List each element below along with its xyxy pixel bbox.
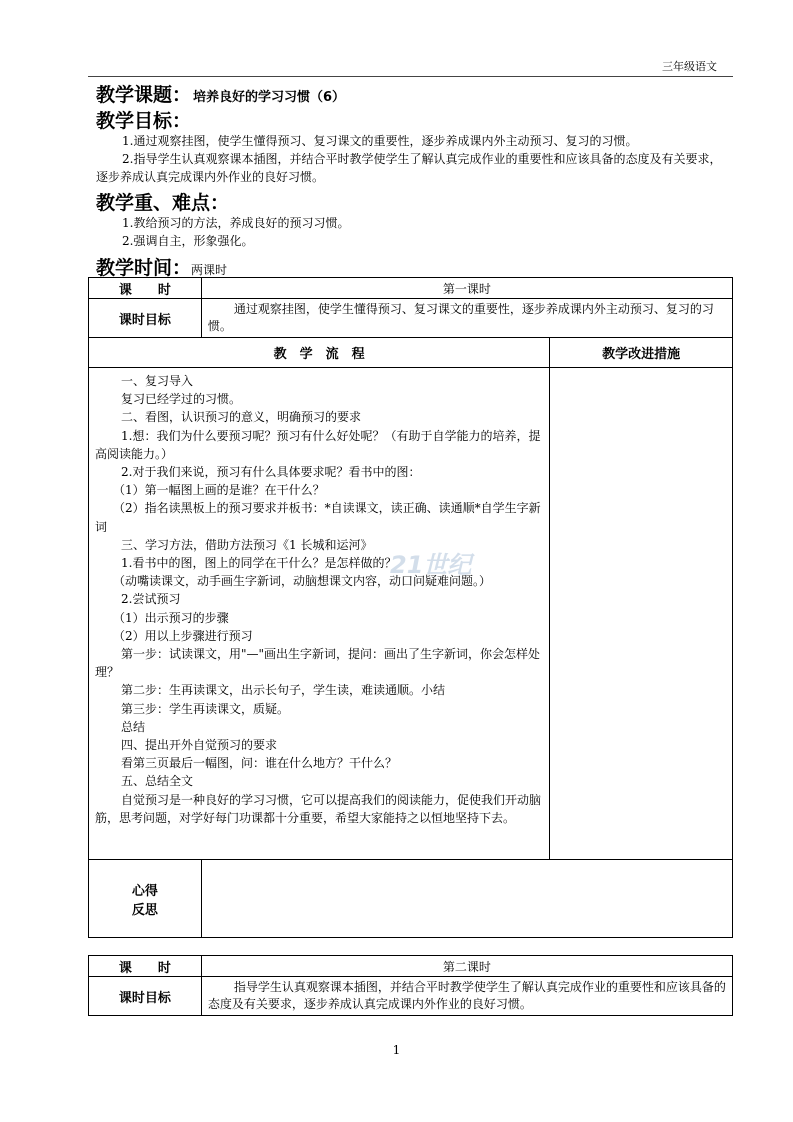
lesson-table-1 <box>88 277 733 938</box>
lesson-table-2 <box>88 955 733 1016</box>
lesson-goal-value-2: 指导学生认真观察课本插图，并结合平时教学使学生了解认真完成作业的重要性和应该具备的态度及有关要求，逐步养成认真完成课内外作业的良好习惯。 <box>201 977 732 1016</box>
period-value: 第一课时 <box>201 278 732 299</box>
flow-line: （1）出示预习的步骤 <box>113 610 229 625</box>
goal-1: 1.通过观察挂图，使学生懂得预习、复习课文的重要性，逐步养成课内外主动预习、复习的习惯。 <box>122 134 638 148</box>
key-point-2: 2.强调自主，形象强化。 <box>122 234 254 248</box>
lesson-title-label: 教学课题： <box>96 84 192 106</box>
key-points-heading: 教学重、难点： <box>96 192 230 214</box>
time-label: 教学时间： <box>96 257 192 279</box>
flow-line: 三、学习方法，借助方法预习《1 长城和运河》 <box>121 537 373 552</box>
header-rule <box>88 76 733 77</box>
period-label-2: 课 时 <box>89 956 202 977</box>
flow-line: 2.尝试预习 <box>121 592 181 607</box>
lesson-goal-label: 课时目标 <box>89 299 202 338</box>
watermark-logo: 21世纪 <box>390 551 472 579</box>
flow-header: 教 学 流 程 <box>89 338 550 368</box>
key-point-1: 1.教给预习的方法，养成良好的预习习惯。 <box>122 216 350 230</box>
reflection-label <box>89 860 202 938</box>
lesson-goal-label-2: 课时目标 <box>89 977 202 1016</box>
flow-line: 第二步：生再读课文，出示长句子，学生读，难读通顺。小结 <box>121 683 446 698</box>
flow-line: 五、总结全文 <box>121 774 194 789</box>
reflection-label-line-1: 心得 <box>131 883 158 899</box>
period-label: 课 时 <box>89 278 202 299</box>
flow-line: （1）第一幅图上画的是谁？在干什么？ <box>113 483 325 498</box>
reflection-label-line-2: 反思 <box>131 902 158 918</box>
header-grade-subject: 三年级语文 <box>662 60 717 73</box>
goals-heading: 教学目标： <box>96 110 192 132</box>
flow-line: （动嘴读课文，动手画生字新词，动脑想课文内容，动口问疑难问题。） <box>113 574 492 589</box>
lesson-title: 培养良好的学习习惯（6） <box>193 90 346 105</box>
flow-line: 2.对于我们来说，预习有什么具体要求呢？看书中的图： <box>121 465 421 480</box>
flow-line: 自觉预习是一种良好的学习习惯，它可以提高我们的阅读能力，促使我们开动脑筋，思考问题，对学好每门功课都十分重要，希望大家能持之以恒地坚持下去。 <box>95 792 542 825</box>
flow-line: 总结 <box>121 719 146 734</box>
improvement-header: 教学改进措施 <box>550 338 733 368</box>
period-value-2: 第二课时 <box>201 956 732 977</box>
time-value: 两课时 <box>191 263 228 277</box>
goal-2: 2.指导学生认真观察课本插图，并结合平时教学使学生了解认真完成作业的重要性和应该具备的态度及有关要求，逐步养成认真完成课内外作业的良好习惯。 <box>96 152 722 184</box>
page-number: 1 <box>392 1043 401 1057</box>
flow-line: 第三步：学生再读课文，质疑。 <box>121 701 290 716</box>
flow-line: 第一步：试读课文，用"—"画出生字新词，提问：画出了生字新词，你会怎样处理？ <box>95 647 541 680</box>
lesson-goal-value: 通过观察挂图，使学生懂得预习、复习课文的重要性，逐步养成课内外主动预习、复习的习惯。 <box>201 299 732 338</box>
flow-line: 看第三页最后一幅图，问：谁在什么地方？干什么？ <box>121 756 398 771</box>
flow-line: 1.看书中的图，图上的同学在干什么？是怎样做的？ <box>121 556 397 571</box>
flow-content <box>89 368 550 860</box>
improvement-content <box>550 368 733 860</box>
time-row <box>96 253 227 280</box>
flow-line: （2）指名读黑板上的预习要求并板书：*自读课文，读正确、读通顺*自学生字新词 <box>95 501 541 534</box>
reflection-content <box>201 860 732 938</box>
lesson-title-row <box>96 80 345 107</box>
flow-line: 一、复习导入 <box>121 374 194 388</box>
flow-line: （2）用以上步骤进行预习 <box>113 628 253 643</box>
flow-line: 四、提出开外自觉预习的要求 <box>121 738 278 753</box>
flow-line: 复习已经学过的习惯。 <box>121 392 242 407</box>
flow-line: 二、看图，认识预习的意义，明确预习的要求 <box>121 410 362 425</box>
flow-line: 1.想：我们为什么要预习呢？预习有什么好处呢？（有助于自学能力的培养，提高阅读能力。） <box>95 428 541 461</box>
